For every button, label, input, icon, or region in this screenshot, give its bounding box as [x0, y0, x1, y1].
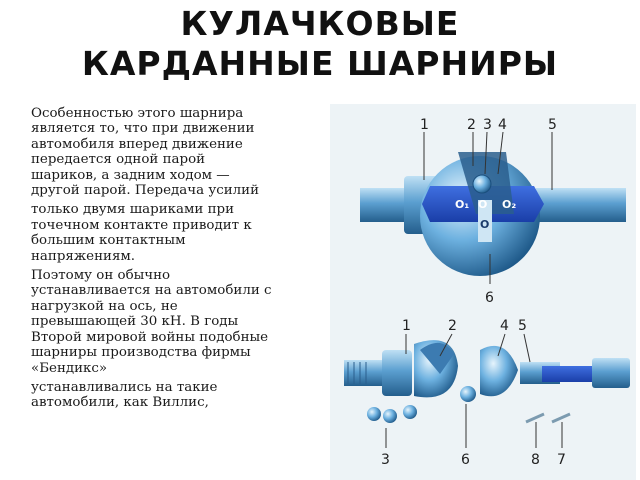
text-line: шариков, а задним ходом — — [31, 167, 230, 183]
center-ball — [460, 386, 476, 402]
callout-6: 6 — [485, 290, 494, 306]
exploded-left-hub — [382, 350, 412, 396]
callout-b7: 7 — [557, 452, 566, 468]
label-o2: O₂ — [502, 198, 517, 211]
text-line: «Бендикс» — [31, 360, 108, 376]
slide-title — [0, 4, 640, 84]
text-line: точечном контакте приводит к — [31, 217, 252, 233]
callout-b3: 3 — [381, 452, 390, 468]
text-line: Особенностью этого шарнира — [31, 106, 244, 121]
callout-3: 3 — [483, 117, 492, 133]
text-line: большим контактным — [31, 233, 186, 249]
ball — [367, 407, 381, 421]
ball — [403, 405, 417, 419]
text-line: другой парой. Передача усилий — [31, 183, 260, 199]
callout-1: 1 — [420, 117, 429, 133]
exploded-right-shaft-b — [592, 358, 630, 388]
paragraph-2 — [31, 202, 323, 264]
paragraph-3 — [31, 268, 323, 376]
callout-b2: 2 — [448, 318, 457, 334]
text-line: автомобиля вперед движение — [31, 136, 243, 152]
callout-4: 4 — [498, 117, 507, 133]
paragraph-1 — [31, 106, 323, 198]
text-line: Поэтому он обычно — [31, 268, 171, 284]
label-o: O — [478, 198, 488, 211]
callout-b8: 8 — [531, 452, 540, 468]
pin — [526, 414, 544, 422]
callout-b5: 5 — [518, 318, 527, 334]
text-line: устанавливались на такие — [31, 379, 218, 395]
pin — [552, 414, 570, 422]
title-line-1: КУЛАЧКОВЫЕ — [180, 4, 460, 43]
text-line: только двумя шариками при — [31, 202, 235, 218]
joint-drawing — [330, 104, 636, 480]
ball — [383, 409, 397, 423]
label-o1: O₁ — [455, 198, 470, 211]
callout-b1: 1 — [402, 318, 411, 334]
small-ball — [473, 175, 491, 193]
right-shaft — [536, 188, 626, 222]
exploded-view — [344, 318, 630, 468]
top-assembly — [360, 117, 626, 306]
text-line: нагрузкой на ось, не — [31, 298, 178, 314]
text-line: является то, что при движении — [31, 121, 255, 137]
exploded-blue-section — [542, 366, 598, 382]
joint-illustration — [330, 104, 636, 480]
description-text — [31, 106, 323, 415]
text-line: устанавливается на автомобили с — [31, 283, 272, 299]
callout-b6: 6 — [461, 452, 470, 468]
text-line: передается одной парой — [31, 152, 206, 168]
paragraph-4 — [31, 380, 323, 411]
callout-5: 5 — [548, 117, 557, 133]
text-line: Второй мировой войны подобные — [31, 329, 269, 345]
text-line: автомобили, как Виллис, — [31, 395, 209, 411]
text-line: превышающей 30 кН. В годы — [31, 314, 239, 330]
text-line: напряжениям. — [31, 248, 136, 264]
title-line-2: КАРДАННЫЕ ШАРНИРЫ — [81, 44, 559, 83]
text-line: шарниры производства фирмы — [31, 345, 251, 361]
callout-b4: 4 — [500, 318, 509, 334]
label-o-lower: O — [480, 218, 490, 231]
callout-2: 2 — [467, 117, 476, 133]
